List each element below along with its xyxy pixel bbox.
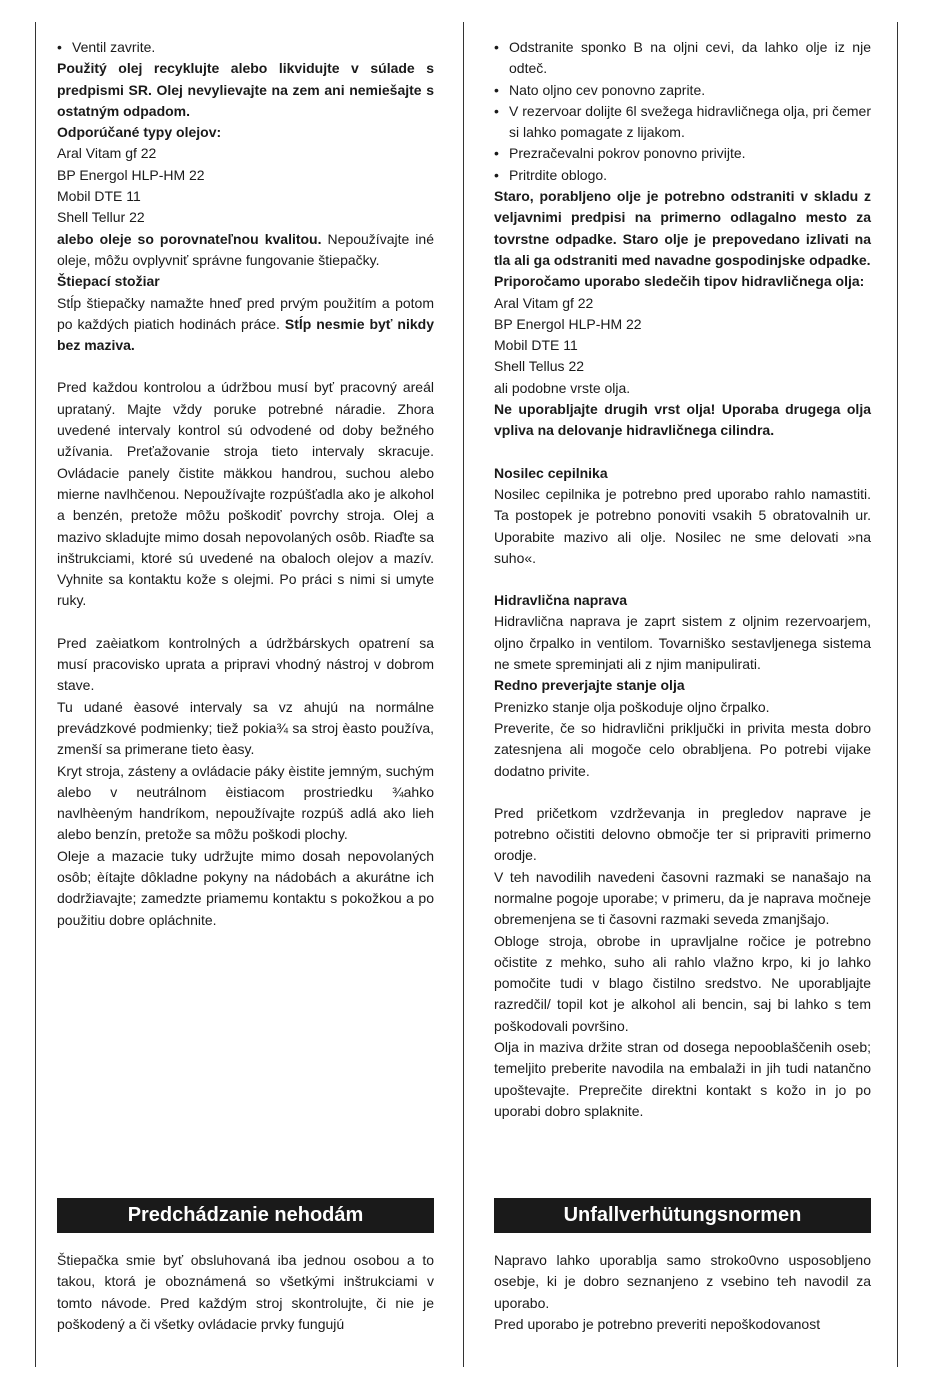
maintenance-paragraph: Tu udané èasové intervaly sa vz ahujú na normálne prevádzkové podmienky; tiež pokia¾ sa stroj èasto používa, zmenší sa primerane tieto èasy. — [57, 698, 434, 758]
recycle-notice: Použitý olej recyklujte alebo likvidujte v súlade s predpismi SR. Olej nevylievajte na zem ani nemiešajte s ostatným odpadom. — [57, 60, 434, 119]
right-bullet-list — [494, 37, 871, 186]
list-item: • Nato oljno cev ponovno zaprite. — [494, 80, 871, 101]
oil-check-title: Redno preverjajte stanje olja — [494, 677, 685, 694]
left-bottom-text — [57, 1250, 434, 1335]
comparable-oils-rest: Nepoužívajte iné oleje, môžu ovplyvniť správne fungovanie štiepačky. — [57, 230, 434, 268]
recommended-oils-title: Priporočamo uporabo sledečih tipov hidravličnega olja: — [494, 273, 865, 290]
oil-check-text: Prenizko stanje olja poškoduje oljno črpalko. — [494, 698, 770, 715]
carrier-section-title: Nosilec cepilnika — [494, 464, 608, 481]
oil-type: BP Energol HLP-HM 22 — [57, 166, 205, 183]
column-warning: Stĺp nesmie byť nikdy bez maziva. — [57, 315, 434, 354]
maintenance-paragraph: Pred každou kontrolou a údržbou musí byť pracovný areál uprataný. Majte vždy poruke potrebné náradie. Zhora uvedené intervaly kontrol sú odvodené od doby bežného užívania. Preťažovanie stroja tieto intervaly skracuje. Ovládacie panely čistite mäkkou handrou, suchou alebo mierne navlhčenou. Nepoužívajte rozpúšťadla ako je alkohol a benzén, pretože môžu poškodiť povrchy stroja. Olej a mazivo skladujte mimo dosah nepovolaných osôb. Riaďte sa inštrukciami, ktoré sú uvedené na obaloch olejov a mazív. Vyhnite sa kontaktu kože s olejmi. Po práci s nimi si umyte ruky. — [57, 379, 434, 609]
operator-paragraph: Napravo lahko uporablja samo stroko0vno usposobljeno osebje, ki je dobro seznanjeno z vsebino teh navodil za uporabo. — [494, 1252, 871, 1311]
hydraulic-text: Hidravlična naprava je zaprt sistem z oljnim rezervoarjem, oljno črpalko in ventilom. Tovarniško sestavljenega sistema ne smete spreminjati ali z njim manipulirati. — [494, 613, 871, 673]
oil-types-title: Odporúčané typy olejov: — [57, 124, 222, 141]
oil-type: Mobil DTE 11 — [494, 337, 578, 354]
comparable-oils-bold: alebo oleje so porovnateľnou kvalitou. — [57, 230, 322, 247]
maintenance-paragraph: Kryt stroja, zásteny a ovládacie páky èistite jemným, suchým alebo v neutrálnom èistiacom prostriedku ¾ahko navlhèeným handríkom, nepoužívajte rozpúš adlá ako lieh alebo benzín, pretože sa môžu poškodi plochy. — [57, 762, 434, 843]
right-column — [494, 37, 871, 1122]
maintenance-paragraph: V teh navodilih navedeni časovni razmaki se nanašajo na normalne pogoje uporabe; v primeru, da je naprava močneje obremenjena se ti časovni razmaki seveda zmanjšajo. — [494, 868, 871, 928]
oil-type: Aral Vitam gf 22 — [57, 145, 157, 162]
column-section-title: Štiepací stožiar — [57, 273, 160, 290]
oil-type: Mobil DTE 11 — [57, 188, 141, 205]
list-item: • V rezervoar dolijte 6l svežega hidravličnega olja, pri čemer si lahko pomagate z lijakom. — [494, 101, 871, 144]
column-lubrication-text — [57, 293, 434, 357]
maintenance-paragraph: Olja in maziva držite stran od dosega nepooblaščenih oseb; temeljito preberite navodila na embalaži in jih tudi natančno upoštevajte. Preprečite direktni kontakt s kožo in jo po uporabi dobro splaknite. — [494, 1039, 871, 1119]
left-bullet-list — [57, 37, 434, 58]
list-item: • Odstranite sponko B na oljni cevi, da lahko olje iz nje odteč. — [494, 37, 871, 80]
column-text: Stĺp štiepačky namažte hneď pred prvým použitím a potom po každých piatich hodinách práce. — [57, 294, 434, 332]
list-item: • Prezračevalni pokrov ponovno privijte. — [494, 143, 871, 164]
maintenance-paragraph: Pred pričetkom vzdrževanja in pregledov naprave je potrebno očistiti delovno območje ter si pripraviti primerno orodje. — [494, 804, 871, 864]
section-heading-accident-prevention: Predchádzanie nehodám — [57, 1198, 434, 1233]
operator-paragraph: Pred uporabo je potrebno preveriti nepoškodovanost — [494, 1315, 821, 1332]
oil-type: Shell Tellur 22 — [57, 209, 145, 226]
maintenance-paragraph: Obloge stroja, obrobe in upravljalne ročice je potrebno očistite z mehko, suho ali rahlo vlažno krpo, ki jo lahko pomočite tudi v blago čistilno sredstvo. Ne uporabljajte razredčil/ topil kot je alkohol ali bencin, saj bi lahko s tem poškodovali površino. — [494, 932, 871, 1034]
oil-check-text: Preverite, če so hidravlični priključki in privita mesta dobro zatesnjena ali mogoče celo obrabljena. Po potrebi vijake dodatno privite. — [494, 719, 871, 779]
oil-type: Aral Vitam gf 22 — [494, 294, 594, 311]
oil-type: Shell Tellus 22 — [494, 358, 585, 375]
list-item: • Ventil zavrite. — [57, 37, 434, 58]
hydraulic-section-title: Hidravlična naprava — [494, 592, 628, 609]
left-column — [57, 37, 434, 931]
right-bottom-text — [494, 1250, 871, 1335]
list-item: • Pritrdite oblogo. — [494, 165, 871, 186]
oil-type: BP Energol HLP-HM 22 — [494, 315, 642, 332]
oil-type: ali podobne vrste olja. — [494, 379, 631, 396]
carrier-text: Nosilec cepilnika je potrebno pred uporabo rahlo namastiti. Ta postopek je potrebno ponoviti vsakih 5 obratovalnih ur. Uporabite mazivo ali olje. Nosilec ne sme delovati »na suho«. — [494, 485, 871, 566]
no-other-oil-warning: Ne uporabljajte drugih vrst olja! Uporaba drugega olja vpliva na delovanje hidravličnega cilindra. — [494, 401, 871, 439]
old-oil-notice: Staro, porabljeno olje je potrebno odstraniti v skladu z veljavnimi predpisi na primerno odlagalno mesto za tovrstne odpadke. Staro olje je prepovedano izlivati na tla ali ga odstraniti med navadne gospodinjske odpadke. — [494, 188, 871, 268]
maintenance-paragraph: Oleje a mazacie tuky udržujte mimo dosah nepovolaných osôb; èítajte dôkladne pokyny na nádobách a akurátne ich dodržiavajte; zamedzte priamemu kontaktu s pokožkou a po použitiu dobre opláchnite. — [57, 847, 434, 928]
maintenance-paragraph: Pred zaèiatkom kontrolných a údržbárskych opatrení sa musí pracovisko uprata a pripravi vhodný nástroj v dobrom stave. — [57, 634, 434, 694]
center-divider-rule — [463, 22, 464, 1367]
right-margin-rule — [897, 22, 898, 1367]
comparable-oils-note — [57, 229, 434, 272]
left-margin-rule — [35, 22, 36, 1367]
section-heading-unfallverhuetung: Unfallverhütungsnormen — [494, 1198, 871, 1233]
operator-paragraph: Štiepačka smie byť obsluhovaná iba jednou osobou a to takou, ktorá je oboznámená so všetkými inštrukciami v tomto návode. Pred každým stroj skontrolujte, či nie je poškodený a či všetky ovládacie prvky fungujú — [57, 1252, 434, 1332]
